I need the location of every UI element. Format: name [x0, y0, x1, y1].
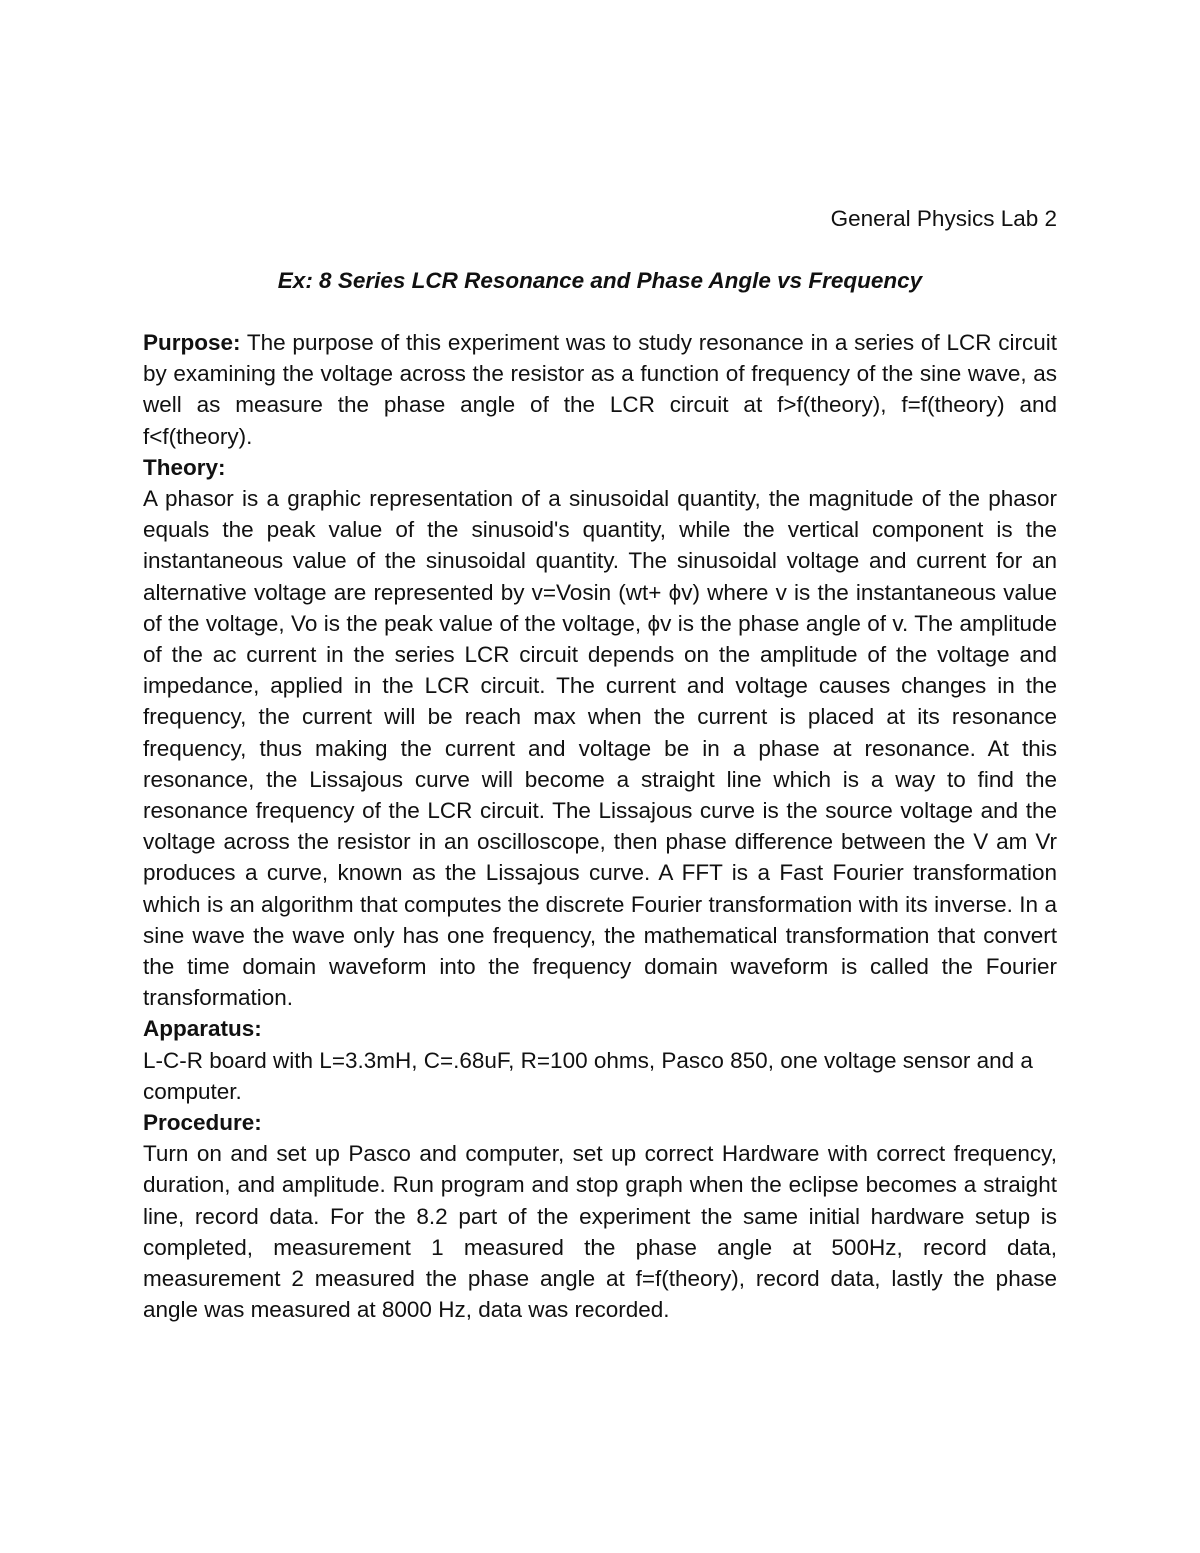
procedure-text: Turn on and set up Pasco and computer, set up correct Hardware with correct frequency, duration, and amplitude. Run program and stop graph when the eclipse becomes a straight line, record data. For the 8.2 part of the experiment the same initial hardware setup is completed, measurement 1 measured the phase angle at 500Hz, record data, measurement 2 measured the phase angle at f=f(theory), record data, lastly the phase angle was measured at 8000 Hz, data was recorded. — [143, 1141, 1057, 1323]
apparatus-heading: Apparatus: — [143, 1016, 262, 1042]
document-body — [143, 327, 1057, 1326]
procedure-heading: Procedure: — [143, 1110, 262, 1136]
purpose-heading: Purpose: — [143, 330, 241, 355]
course-header: General Physics Lab 2 — [830, 206, 1057, 231]
theory-heading: Theory: — [143, 454, 226, 480]
purpose-text: The purpose of this experiment was to study resonance in a series of LCR circuit by examining the voltage across the resistor as a function of frequency of the sine wave, as well as measure the phase angle of the LCR circuit at f>f(theory), f=f(theory) and f<f(theory). — [143, 330, 1057, 449]
theory-text: A phasor is a graphic representation of a sinusoidal quantity, the magnitude of the phasor equals the peak value of the sinusoid's quantity, while the vertical component is the instantaneous value of the sinusoidal quantity. The sinusoidal voltage and current for an alternative voltage are represented by v=Vosin (wt+ ϕv) where v is the instantaneous value of the voltage, Vo is the peak value of the voltage, ϕv is the phase angle of v. The amplitude of the ac current in the series LCR circuit depends on the amplitude of the voltage and impedance, applied in the LCR circuit. The current and voltage causes changes in the frequency, the current will be reach max when the current is placed at its resonance frequency, thus making the current and voltage be in a phase at resonance. At this resonance, the Lissajous curve will become a straight line which is a way to find the resonance frequency of the LCR circuit. The Lissajous curve is the source voltage and the voltage across the resistor in an oscilloscope, then phase difference between the V am Vr produces a curve, known as the Lissajous curve. A FFT is a Fast Fourier transformation which is an algorithm that computes the discrete Fourier transformation with its inverse. In a sine wave the wave only has one frequency, the mathematical transformation that convert the time domain waveform into the frequency domain waveform is called the Fourier transformation. — [143, 486, 1057, 1011]
apparatus-text: L-C-R board with L=3.3mH, C=.68uF, R=100 ohms, Pasco 850, one voltage sensor and a computer. — [143, 1047, 1033, 1104]
purpose-paragraph — [143, 327, 1057, 452]
document-title: Ex: 8 Series LCR Resonance and Phase Angle vs Frequency — [277, 268, 923, 293]
